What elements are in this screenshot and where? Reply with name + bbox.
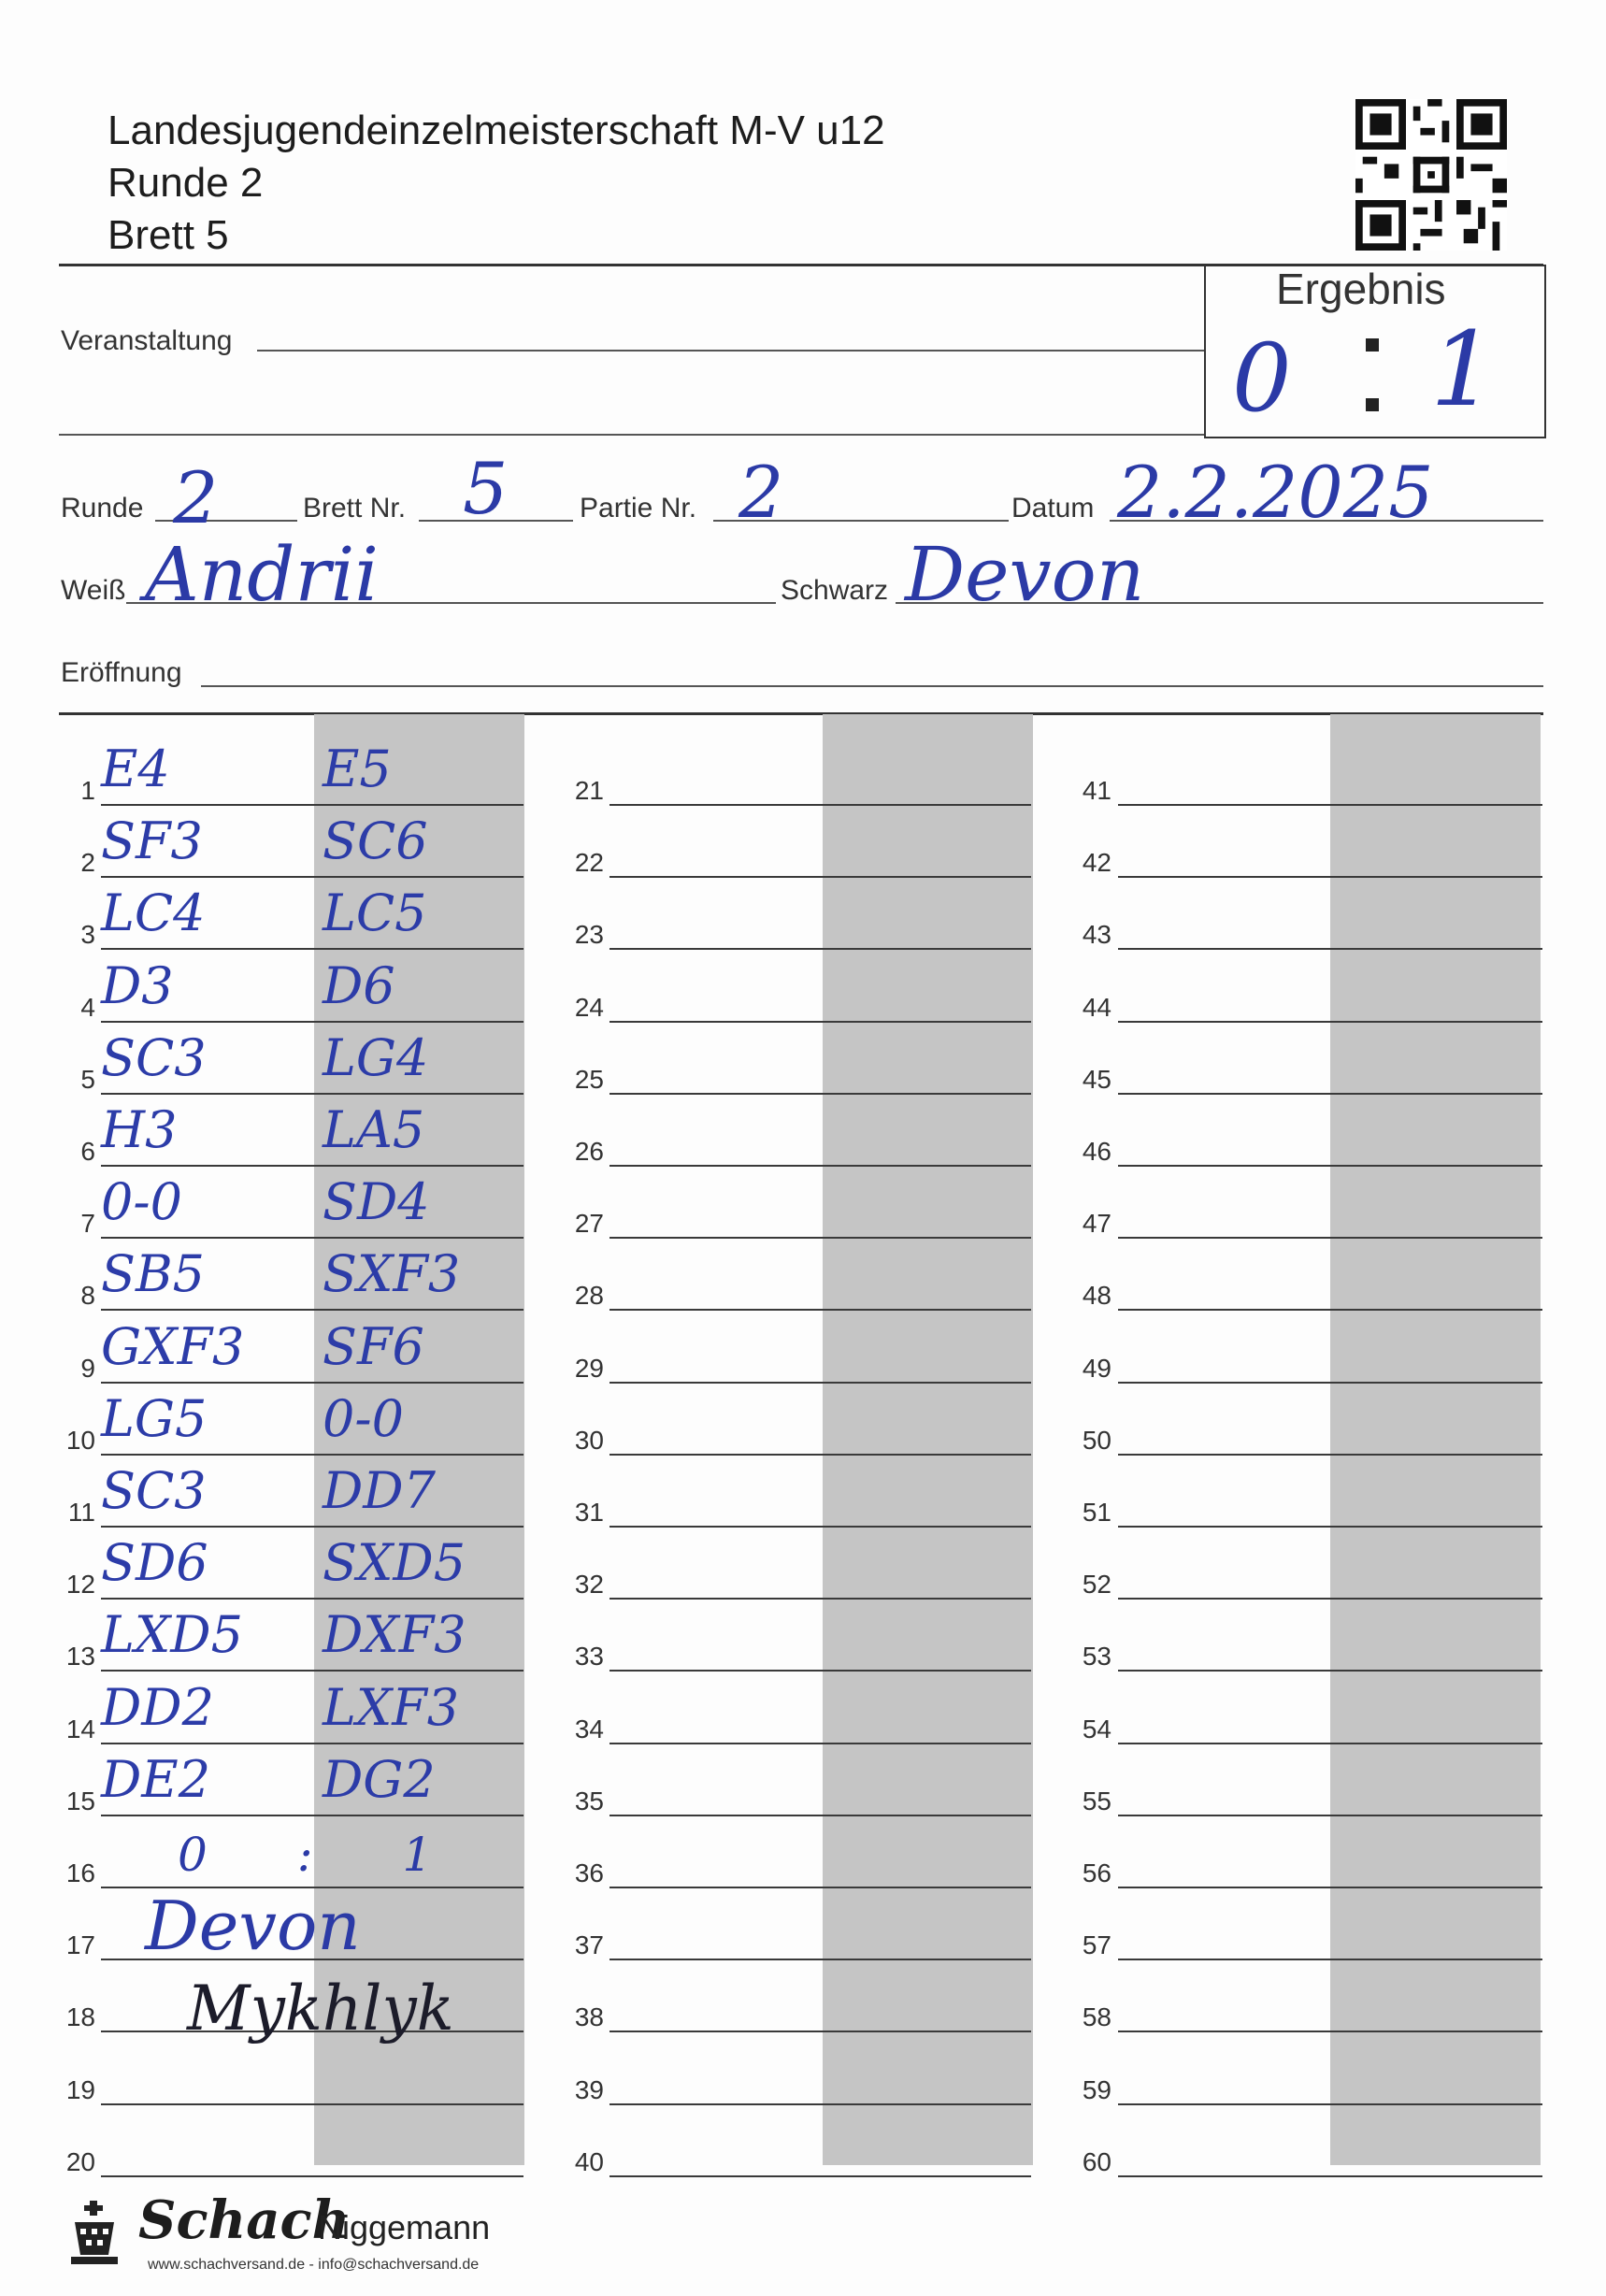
move-line-15: [101, 1815, 523, 1816]
move-number-13: 13: [65, 1642, 95, 1672]
black-move-12: SXD5: [323, 1533, 466, 1593]
move-number-39: 39: [574, 2074, 604, 2104]
move-line-50: [1118, 1454, 1542, 1456]
move-number-20: 20: [65, 2146, 95, 2176]
move-number-5: 5: [80, 1064, 95, 1094]
move-number-59: 59: [1082, 2074, 1111, 2104]
move-number-3: 3: [80, 920, 95, 950]
white-move-1: E4: [101, 739, 170, 798]
date-value: 2.2.2025: [1117, 451, 1434, 534]
result-black-score: 1: [1430, 309, 1496, 429]
black-move-6: LA5: [323, 1100, 425, 1159]
white-move-8: SB5: [101, 1244, 206, 1304]
move-number-29: 29: [574, 1353, 604, 1383]
move-line-52: [1118, 1598, 1542, 1600]
board-heading: Brett 5: [108, 212, 229, 258]
move-line-40: [609, 2175, 1031, 2177]
move-number-24: 24: [574, 992, 604, 1022]
move-number-18: 18: [65, 2002, 95, 2032]
black-move-14: LXF3: [323, 1677, 460, 1737]
move-number-19: 19: [65, 2074, 95, 2104]
move-line-10: [101, 1454, 523, 1456]
black-label: Schwarz: [781, 575, 889, 606]
move-line-59: [1118, 2103, 1542, 2105]
board-value: 5: [463, 447, 509, 530]
black-move-4: D6: [323, 955, 395, 1015]
move-number-10: 10: [65, 1425, 95, 1455]
move-line-25: [609, 1093, 1031, 1095]
move-number-40: 40: [574, 2146, 604, 2176]
move-number-26: 26: [574, 1137, 604, 1166]
move-number-41: 41: [1082, 776, 1111, 805]
move-line-34: [609, 1743, 1031, 1744]
event-line: [257, 350, 1204, 352]
white-move-9: GXF3: [101, 1316, 245, 1376]
move-number-38: 38: [574, 2002, 604, 2032]
move-number-35: 35: [574, 1786, 604, 1815]
move-line-42: [1118, 876, 1542, 878]
white-move-7: 0-0: [101, 1172, 182, 1232]
white-move-11: SC3: [101, 1461, 207, 1520]
move-number-2: 2: [80, 848, 95, 878]
move-line-27: [609, 1237, 1031, 1239]
white-move-3: LC4: [101, 883, 206, 943]
move-line-12: [101, 1598, 523, 1600]
move-number-15: 15: [65, 1786, 95, 1815]
move-number-51: 51: [1082, 1498, 1111, 1527]
black-move-11: DD7: [323, 1461, 436, 1520]
move-line-51: [1118, 1526, 1542, 1528]
move-line-8: [101, 1309, 523, 1311]
move-line-11: [101, 1526, 523, 1528]
move-line-9: [101, 1382, 523, 1384]
move-line-28: [609, 1309, 1031, 1311]
move-number-54: 54: [1082, 1714, 1111, 1744]
move-line-43: [1118, 948, 1542, 950]
brand-name: Schach: [138, 2189, 351, 2251]
move-line-37: [609, 1959, 1031, 1960]
move-number-49: 49: [1082, 1353, 1111, 1383]
move-number-52: 52: [1082, 1570, 1111, 1600]
move-number-58: 58: [1082, 2002, 1111, 2032]
move-line-30: [609, 1454, 1031, 1456]
signature-white: Mykhlyk: [187, 1973, 454, 2045]
signature-black: Devon: [145, 1887, 361, 1965]
move-number-11: 11: [67, 1498, 95, 1527]
white-move-4: D3: [101, 955, 174, 1015]
result-white-score: 0: [1232, 323, 1292, 433]
move-number-17: 17: [65, 1930, 95, 1960]
black-moves-column-3: [1330, 714, 1541, 2165]
move-number-8: 8: [80, 1281, 95, 1311]
scoresheet-divider: [59, 712, 1543, 715]
move-line-33: [609, 1670, 1031, 1672]
move-line-21: [609, 804, 1031, 806]
move-number-37: 37: [574, 1930, 604, 1960]
move-line-49: [1118, 1382, 1542, 1384]
game-value: 2: [738, 451, 784, 534]
move-line-22: [609, 876, 1031, 878]
move-number-60: 60: [1082, 2146, 1111, 2176]
brand-contact[interactable]: www.schachversand.de - info@schachversand.de: [148, 2257, 480, 2273]
move-number-48: 48: [1082, 1281, 1111, 1311]
black-move-8: SXF3: [323, 1244, 461, 1304]
result-colon-dot-top: [1366, 338, 1379, 352]
event-line-2: [59, 434, 1204, 436]
round-label: Runde: [61, 493, 144, 524]
move-number-6: 6: [80, 1137, 95, 1166]
result-label: Ergebnis: [1276, 265, 1446, 313]
move-number-47: 47: [1082, 1209, 1111, 1239]
move-number-50: 50: [1082, 1425, 1111, 1455]
white-move-10: LG5: [101, 1388, 208, 1448]
move-line-44: [1118, 1021, 1542, 1023]
move-number-7: 7: [80, 1209, 95, 1239]
move-number-28: 28: [574, 1281, 604, 1311]
move-number-57: 57: [1082, 1930, 1111, 1960]
move-line-29: [609, 1382, 1031, 1384]
black-move-7: SD4: [323, 1172, 430, 1232]
black-moves-column-2: [823, 714, 1033, 2165]
move-line-58: [1118, 2031, 1542, 2032]
move-number-55: 55: [1082, 1786, 1111, 1815]
round-heading: Runde 2: [108, 160, 264, 206]
opening-line: [201, 685, 1543, 687]
move-number-53: 53: [1082, 1642, 1111, 1672]
move-number-46: 46: [1082, 1137, 1111, 1166]
move-number-44: 44: [1082, 992, 1111, 1022]
move-line-36: [609, 1887, 1031, 1888]
move-line-31: [609, 1526, 1031, 1528]
move-line-39: [609, 2103, 1031, 2105]
move-line-57: [1118, 1959, 1542, 1960]
move-number-30: 30: [574, 1425, 604, 1455]
move-number-4: 4: [80, 992, 95, 1022]
black-move-1: E5: [323, 739, 392, 798]
move-number-14: 14: [65, 1714, 95, 1744]
move-number-56: 56: [1082, 1858, 1111, 1887]
move-number-16: 16: [65, 1858, 95, 1887]
board-label: Brett Nr.: [303, 493, 407, 524]
move-line-5: [101, 1093, 523, 1095]
move-line-56: [1118, 1887, 1542, 1888]
white-move-14: DD2: [101, 1677, 214, 1737]
move-line-48: [1118, 1309, 1542, 1311]
white-move-5: SC3: [101, 1027, 207, 1087]
round-value: 2: [173, 456, 219, 539]
black-move-5: LG4: [323, 1027, 429, 1087]
move-number-23: 23: [574, 920, 604, 950]
move-line-20: [101, 2175, 523, 2177]
move-number-1: 1: [80, 776, 95, 805]
event-label: Veranstaltung: [61, 325, 233, 356]
move-line-14: [101, 1743, 523, 1744]
move-line-38: [609, 2031, 1031, 2032]
move-line-55: [1118, 1815, 1542, 1816]
move-line-1: [101, 804, 523, 806]
brand-name-2: Niggemann: [318, 2208, 491, 2246]
move-line-2: [101, 876, 523, 878]
move-line-4: [101, 1021, 523, 1023]
page-title: Landesjugendeinzelmeisterschaft M-V u12: [108, 108, 885, 153]
white-move-6: H3: [101, 1100, 178, 1159]
black-move-9: SF6: [323, 1316, 424, 1376]
black-move-3: LC5: [323, 883, 427, 943]
move-number-33: 33: [574, 1642, 604, 1672]
move-number-12: 12: [65, 1570, 95, 1600]
move-line-3: [101, 948, 523, 950]
move-number-32: 32: [574, 1570, 604, 1600]
move-line-23: [609, 948, 1031, 950]
white-move-13: LXD5: [101, 1605, 243, 1665]
result-colon-dot-bottom: [1366, 398, 1379, 411]
move-line-45: [1118, 1093, 1542, 1095]
move-number-21: 21: [574, 776, 604, 805]
black-move-2: SC6: [323, 811, 428, 871]
move-number-27: 27: [574, 1209, 604, 1239]
move-line-54: [1118, 1743, 1542, 1744]
move-number-42: 42: [1082, 848, 1111, 878]
game-result-note: 0 : 1: [178, 1828, 470, 1882]
black-move-10: 0-0: [323, 1388, 404, 1448]
white-move-15: DE2: [101, 1749, 211, 1809]
opening-label: Eröffnung: [61, 657, 182, 688]
move-number-45: 45: [1082, 1064, 1111, 1094]
move-line-6: [101, 1165, 523, 1167]
black-player: Devon: [905, 531, 1145, 618]
white-move-12: SD6: [101, 1533, 208, 1593]
move-number-22: 22: [574, 848, 604, 878]
move-line-24: [609, 1021, 1031, 1023]
move-line-47: [1118, 1237, 1542, 1239]
move-line-7: [101, 1237, 523, 1239]
move-line-41: [1118, 804, 1542, 806]
move-number-34: 34: [574, 1714, 604, 1744]
move-number-9: 9: [80, 1353, 95, 1383]
move-number-36: 36: [574, 1858, 604, 1887]
black-move-15: DG2: [323, 1749, 436, 1809]
white-label: Weiß: [61, 575, 126, 606]
move-number-25: 25: [574, 1064, 604, 1094]
qr-code-icon: [1355, 97, 1507, 252]
move-number-43: 43: [1082, 920, 1111, 950]
game-label: Partie Nr.: [580, 493, 697, 524]
move-line-35: [609, 1815, 1031, 1816]
move-line-19: [101, 2103, 523, 2105]
black-move-13: DXF3: [323, 1605, 466, 1665]
white-move-2: SF3: [101, 811, 203, 871]
white-player: Andrii: [145, 531, 379, 618]
move-number-31: 31: [574, 1498, 604, 1527]
move-line-26: [609, 1165, 1031, 1167]
move-line-32: [609, 1598, 1031, 1600]
move-line-46: [1118, 1165, 1542, 1167]
date-label: Datum: [1011, 493, 1095, 524]
move-line-13: [101, 1670, 523, 1672]
chess-king-logo-icon: [62, 2199, 127, 2278]
move-line-53: [1118, 1670, 1542, 1672]
move-line-60: [1118, 2175, 1542, 2177]
